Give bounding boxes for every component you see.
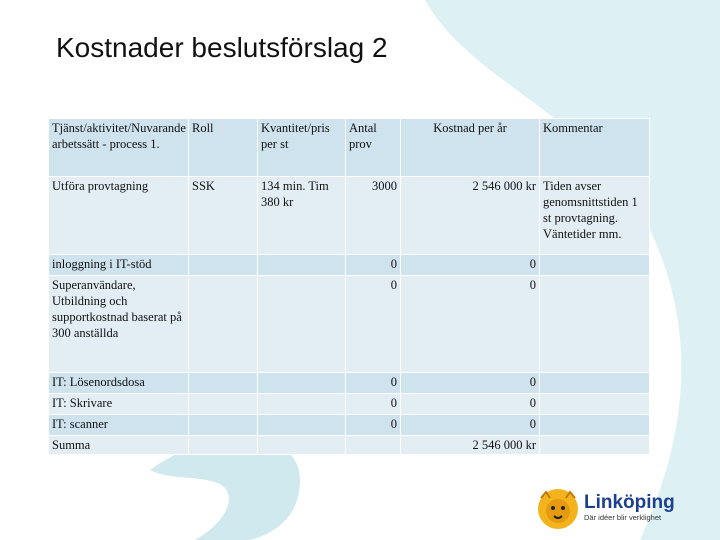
table-header-row: [49, 119, 650, 177]
cell-quantity: 134 min. Tim 380 kr: [258, 177, 346, 255]
cell-cost: 2 546 000 kr: [401, 436, 540, 455]
cell-cost: 0: [401, 415, 540, 436]
cell-quantity: [258, 436, 346, 455]
cell-comment: Tiden avser genomsnittstiden 1 st provtagning. Väntetider mm.: [540, 177, 650, 255]
cell-cost: 2 546 000 kr: [401, 177, 540, 255]
cell-count: 0: [346, 394, 401, 415]
cell-cost: 0: [401, 276, 540, 373]
table-row: [49, 276, 650, 373]
cell-activity: inloggning i IT-stöd: [49, 255, 189, 276]
cell-role: SSK: [189, 177, 258, 255]
cell-activity: IT: scanner: [49, 415, 189, 436]
cell-role: [189, 436, 258, 455]
cell-count: 3000: [346, 177, 401, 255]
cell-comment: [540, 373, 650, 394]
cell-quantity: [258, 276, 346, 373]
cell-count: 0: [346, 373, 401, 394]
cell-cost: 0: [401, 255, 540, 276]
cell-role: [189, 255, 258, 276]
header-activity: Tjänst/aktivitet/Nuvarande arbetssätt - process 1.: [49, 119, 189, 177]
cell-comment: [540, 394, 650, 415]
cell-role: [189, 394, 258, 415]
cell-activity: Superanvändare, Utbildning och supportkostnad baserat på 300 anställda: [49, 276, 189, 373]
cell-comment: [540, 276, 650, 373]
header-count: Antal prov: [346, 119, 401, 177]
cell-count: 0: [346, 276, 401, 373]
cost-table: [48, 118, 650, 455]
table-row: [49, 394, 650, 415]
cell-role: [189, 276, 258, 373]
header-comment: Kommentar: [540, 119, 650, 177]
cell-activity: Utföra provtagning: [49, 177, 189, 255]
header-role: Roll: [189, 119, 258, 177]
table-row: [49, 177, 650, 255]
cell-quantity: [258, 394, 346, 415]
logo-tagline: Där idéer blir verklighet: [584, 513, 662, 522]
cell-comment: [540, 255, 650, 276]
cell-count: 0: [346, 415, 401, 436]
cell-activity: IT: Lösenordsdosa: [49, 373, 189, 394]
cell-quantity: [258, 373, 346, 394]
lion-logo-icon: [536, 486, 580, 532]
cell-count: [346, 436, 401, 455]
cell-comment: [540, 436, 650, 455]
cell-activity: IT: Skrivare: [49, 394, 189, 415]
header-quantity: Kvantitet/pris per st: [258, 119, 346, 177]
table-row-total: [49, 436, 650, 455]
cell-activity: Summa: [49, 436, 189, 455]
cell-cost: 0: [401, 373, 540, 394]
cell-role: [189, 373, 258, 394]
cell-quantity: [258, 255, 346, 276]
cell-quantity: [258, 415, 346, 436]
cell-count: 0: [346, 255, 401, 276]
cell-cost: 0: [401, 394, 540, 415]
slide-title: Kostnader beslutsförslag 2: [56, 32, 388, 63]
table-row: [49, 415, 650, 436]
cell-role: [189, 415, 258, 436]
header-cost: Kostnad per år: [401, 119, 540, 177]
table-row: [49, 255, 650, 276]
logo-name: Linköping: [584, 492, 675, 513]
cell-comment: [540, 415, 650, 436]
table-row: [49, 373, 650, 394]
